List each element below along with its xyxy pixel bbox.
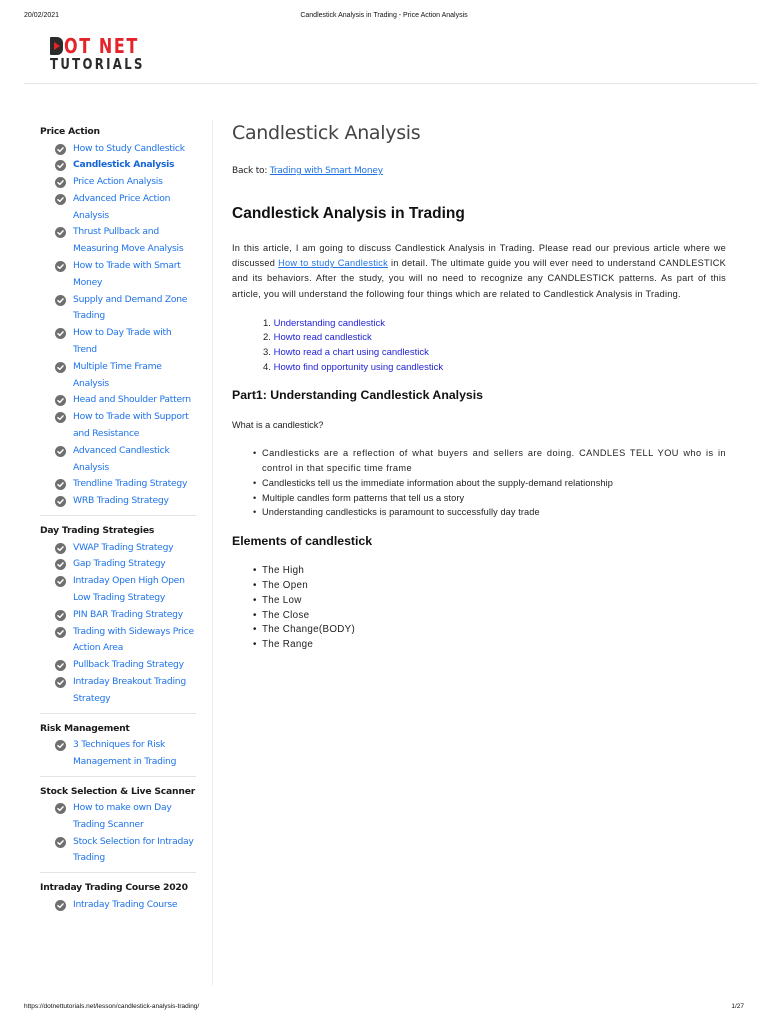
sidebar-item-vwap-trading-strategy[interactable] (40, 540, 196, 557)
sidebar-item-label: Candlestick Analysis (73, 159, 175, 171)
element-item: • The Close (262, 609, 726, 624)
toc-number: 1. (263, 317, 271, 329)
intro-paragraph (232, 241, 726, 302)
toc-item (263, 346, 726, 361)
article-title: Candlestick Analysis in Trading (232, 205, 465, 222)
check-circle-icon (55, 543, 66, 554)
breadcrumb (232, 166, 726, 176)
page-title: Candlestick Analysis (232, 122, 421, 144)
table-of-contents (232, 317, 726, 375)
sidebar-item-trendline-trading-strategy[interactable] (40, 476, 196, 493)
sidebar-section-stock-selection-live-scanner (40, 784, 196, 874)
element-item: • The Open (262, 579, 726, 594)
sidebar-item-gap-trading-strategy[interactable] (40, 556, 196, 573)
check-circle-icon (55, 328, 66, 339)
sidebar-item-how-to-study-candlestick[interactable] (40, 141, 196, 158)
header-divider (24, 83, 758, 84)
print-header (0, 12, 768, 24)
toc-item (263, 331, 726, 346)
elements-list (232, 564, 726, 653)
sidebar-section-title: Intraday Trading Course 2020 (40, 882, 188, 894)
toc-link-howto-read-candlestick[interactable]: Howto read candlestick (273, 332, 372, 344)
sidebar-section-risk-management (40, 721, 196, 777)
part1-heading: Part1: Understanding Candlestick Analysis (232, 388, 484, 403)
check-circle-icon (55, 194, 66, 205)
sidebar-item-label: Head and Shoulder Pattern (73, 394, 191, 406)
check-circle-icon (55, 900, 66, 911)
check-circle-icon (55, 559, 66, 570)
list-item: • Candlesticks are a reflection of what buyers and sellers are doing. CANDLES TELL YOU who is in control in that specific time frame (262, 446, 726, 476)
back-to-link[interactable]: Trading with Smart Money (269, 166, 383, 176)
list-item: • Understanding candlesticks is paramount to successfully day trade (262, 505, 726, 520)
element-item: • The High (262, 564, 726, 579)
check-circle-icon (55, 144, 66, 155)
back-to-label: Back to: (232, 166, 268, 176)
intro-link-how-to-study-candlestick[interactable]: How to study Candlestick (278, 258, 388, 269)
check-circle-icon (55, 496, 66, 507)
check-circle-icon (55, 677, 66, 688)
sidebar-item-stock-selection-for-intraday-trading[interactable] (40, 834, 196, 868)
sidebar-item-label: Supply and Demand Zone Trading (73, 293, 188, 322)
logo-line-1 (50, 36, 158, 56)
sidebar-section-title: Price Action (40, 126, 100, 137)
check-circle-icon (55, 479, 66, 490)
site-logo[interactable] (50, 36, 160, 74)
check-circle-icon (55, 261, 66, 272)
sidebar-item-intraday-breakout-trading-strategy[interactable] (40, 674, 196, 708)
sidebar-item-label: WRB Trading Strategy (73, 495, 169, 507)
check-circle-icon (55, 610, 66, 621)
sidebar-item-label: Advanced Candlestick Analysis (73, 444, 170, 473)
print-url: https://dotnettutorials.net/lesson/candlestick-analysis-trading/ (24, 1003, 200, 1010)
intro-text-before: In this article, I am going to discuss Candlestick Analysis in Trading. Please read our previous article where we discussed (232, 243, 726, 269)
check-circle-icon (55, 160, 66, 171)
sidebar-item-head-and-shoulder-pattern[interactable] (40, 392, 196, 409)
check-circle-icon (55, 177, 66, 188)
toc-number: 2. (263, 332, 271, 344)
sidebar-item-label: Intraday Open High Open Low Trading Strategy (73, 575, 185, 603)
sidebar-item-label: Trading with Sideways Price Action Area (73, 625, 194, 654)
sidebar-item-how-to-trade-with-smart-money[interactable] (40, 258, 196, 292)
sidebar-item-label: How to Trade with Support and Resistance (73, 411, 189, 440)
toc-item (263, 361, 726, 376)
sidebar-item-label: Trendline Trading Strategy (73, 478, 188, 490)
check-circle-icon (55, 627, 66, 638)
sidebar-divider (212, 120, 213, 985)
check-circle-icon (55, 740, 66, 751)
sidebar-item-how-to-trade-with-support-and-resistance[interactable] (40, 409, 196, 443)
sidebar-item-label: How to Trade with Smart Money (73, 260, 181, 288)
check-circle-icon (55, 412, 66, 423)
sidebar-item-intraday-trading-course[interactable] (40, 897, 196, 914)
check-circle-icon (55, 395, 66, 406)
toc-link-howto-find-opportunity-using-candlestick[interactable]: Howto find opportunity using candlestick (273, 361, 444, 373)
sidebar-item-label: Intraday Breakout Trading Strategy (73, 675, 186, 704)
check-circle-icon (55, 660, 66, 671)
sidebar-item-wrb-trading-strategy[interactable] (40, 493, 196, 510)
sidebar-item-multiple-time-frame-analysis[interactable] (40, 359, 196, 393)
print-page-number: 1/27 (731, 1003, 744, 1010)
sidebar-item-price-action-analysis[interactable] (40, 174, 196, 191)
sidebar-item-label: Intraday Trading Course (73, 898, 178, 910)
check-circle-icon (55, 227, 66, 238)
sidebar-item-label: 3 Techniques for Risk Management in Trading (73, 739, 177, 767)
sidebar-item-label: Thrust Pullback and Measuring Move Analysis (73, 226, 184, 255)
main-content (232, 120, 726, 653)
sidebar (40, 124, 196, 926)
sidebar-item-supply-and-demand-zone-trading[interactable] (40, 292, 196, 326)
toc-link-howto-read-a-chart-using-candlestick[interactable]: Howto read a chart using candlestick (273, 347, 429, 358)
sidebar-item-label: Gap Trading Strategy (73, 558, 166, 570)
sidebar-item-label: Price Action Analysis (73, 176, 163, 188)
list-item: • Candlesticks tell us the immediate information about the supply-demand relationship (262, 476, 726, 491)
sidebar-item-label: PIN BAR Trading Strategy (73, 608, 183, 620)
sidebar-item-label: Stock Selection for Intraday Trading (73, 835, 194, 864)
toc-number: 4. (263, 361, 271, 373)
candlestick-facts-list (232, 446, 726, 520)
sidebar-item-label: Advanced Price Action Analysis (73, 192, 171, 221)
sidebar-item-label: How to Day Trade with Trend (73, 327, 172, 356)
sidebar-item-label: VWAP Trading Strategy (73, 541, 174, 553)
sidebar-item-how-to-day-trade-with-trend[interactable] (40, 325, 196, 359)
sidebar-item-advanced-price-action-analysis[interactable] (40, 191, 196, 225)
sidebar-item-label: Multiple Time Frame Analysis (73, 360, 162, 389)
sidebar-section-title: Day Trading Strategies (40, 525, 155, 537)
sidebar-item-trading-with-sideways-price-action-area[interactable] (40, 624, 196, 658)
sidebar-item-label: Pullback Trading Strategy (73, 659, 184, 671)
logo-text-tutorials: TUTORIALS (50, 55, 145, 73)
sidebar-item-thrust-pullback-and-measuring-move-analysis[interactable] (40, 224, 196, 258)
sidebar-item-pullback-trading-strategy[interactable] (40, 657, 196, 674)
sidebar-section-price-action (40, 124, 196, 516)
list-item: • Multiple candles form patterns that tell us a story (262, 491, 726, 506)
element-item: • The Change(BODY) (262, 623, 726, 638)
print-date: 20/02/2021 (24, 12, 60, 19)
toc-item (263, 317, 726, 332)
sidebar-section-title: Stock Selection & Live Scanner (40, 785, 196, 797)
sidebar-item-3-techniques-for-risk-management-in-trading[interactable] (40, 737, 196, 771)
elements-heading: Elements of candlestick (232, 534, 373, 549)
print-page-title: Candlestick Analysis in Trading - Price Action Analysis (300, 12, 468, 19)
sidebar-item-intraday-open-high-open-low-trading-strategy[interactable] (40, 573, 196, 607)
element-item: • The Low (262, 594, 726, 609)
element-item: • The Range (262, 638, 726, 653)
check-circle-icon (55, 803, 66, 814)
check-circle-icon (55, 295, 66, 306)
sidebar-section-intraday-trading-course-2020 (40, 880, 196, 918)
check-circle-icon (55, 362, 66, 373)
sidebar-section-title: Risk Management (40, 722, 130, 734)
sidebar-item-label: How to Study Candlestick (73, 142, 185, 154)
sidebar-section-day-trading-strategies (40, 523, 196, 713)
logo-text-dotnet: OT NET (64, 34, 139, 58)
sidebar-item-advanced-candlestick-analysis[interactable] (40, 443, 196, 477)
play-box-icon (50, 37, 63, 55)
intro-text-after: in detail. The ultimate guide you will ever need to understand CANDLESTICK and its behaviors. After the study, you will no need to recognize any CANDLESTICK patterns. As part of this article, you will understand the following four things which are related to Candlestick Analysis in Trading. (232, 258, 726, 299)
check-circle-icon (55, 446, 66, 457)
check-circle-icon (55, 837, 66, 848)
sidebar-item-label: How to make own Day Trading Scanner (73, 802, 172, 830)
sidebar-item-how-to-make-own-day-trading-scanner[interactable] (40, 800, 196, 834)
check-circle-icon (55, 576, 66, 587)
sidebar-item-candlestick-analysis[interactable] (40, 157, 196, 174)
toc-link-understanding-candlestick[interactable]: Understanding candlestick (273, 317, 386, 329)
sidebar-item-pin-bar-trading-strategy[interactable] (40, 607, 196, 624)
what-is-candlestick: What is a candlestick? (232, 420, 324, 431)
toc-number: 3. (263, 347, 271, 358)
